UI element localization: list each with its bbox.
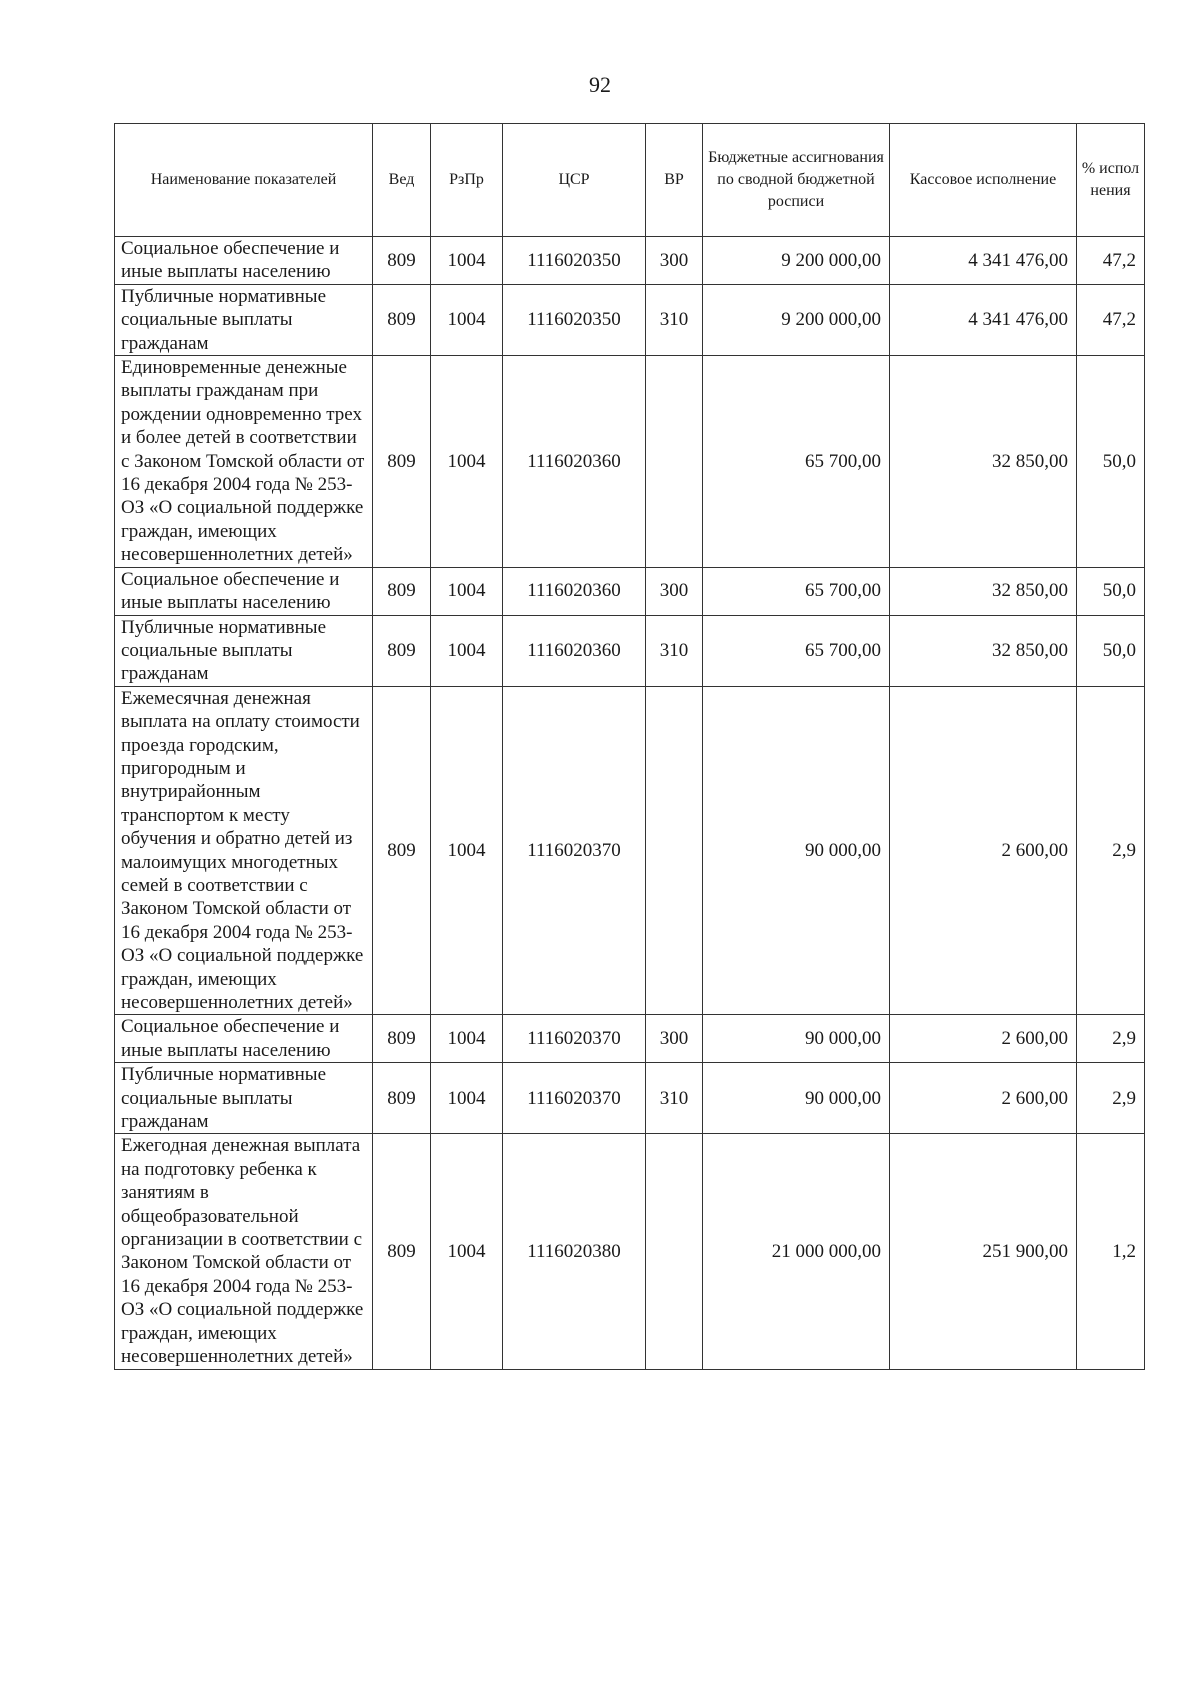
budget-execution-table — [114, 123, 1145, 1370]
row-csr: 1116020350 — [503, 284, 646, 355]
header-execution: Кассовое исполнение — [890, 124, 1077, 237]
table-header-row — [115, 124, 1145, 237]
row-name: Социальное обеспечение и иные выплаты населению — [115, 567, 373, 615]
row-vr: 310 — [646, 284, 703, 355]
row-execution: 2 600,00 — [890, 686, 1077, 1015]
row-ved: 809 — [373, 1015, 431, 1063]
header-vr: ВР — [646, 124, 703, 237]
table-row — [115, 1015, 1145, 1063]
row-csr: 1116020360 — [503, 567, 646, 615]
row-rzpr: 1004 — [431, 356, 503, 568]
row-name: Единовременные денежные выплаты гражданам при рождении одновременно трех и более детей в соответствии с Законом Томской области от 16 декабря 2004 года № 253-ОЗ «О социальной поддержке граждан, имеющих несовершеннолетних детей» — [115, 356, 373, 568]
row-ved: 809 — [373, 1134, 431, 1369]
row-csr: 1116020370 — [503, 1015, 646, 1063]
table-row — [115, 1063, 1145, 1134]
row-rzpr: 1004 — [431, 237, 503, 285]
row-ved: 809 — [373, 686, 431, 1015]
row-percent: 50,0 — [1077, 615, 1145, 686]
row-rzpr: 1004 — [431, 284, 503, 355]
row-csr: 1116020380 — [503, 1134, 646, 1369]
header-csr: ЦСР — [503, 124, 646, 237]
row-name: Ежегодная денежная выплата на подготовку ребенка к занятиям в общеобразовательной организации в соответствии с Законом Томской области от 16 декабря 2004 года № 253-ОЗ «О социальной поддержке граждан, имеющих несовершеннолетних детей» — [115, 1134, 373, 1369]
row-rzpr: 1004 — [431, 1134, 503, 1369]
row-execution: 2 600,00 — [890, 1063, 1077, 1134]
header-ved: Вед — [373, 124, 431, 237]
row-rzpr: 1004 — [431, 1063, 503, 1134]
row-vr: 310 — [646, 1063, 703, 1134]
table-row — [115, 284, 1145, 355]
row-vr — [646, 1134, 703, 1369]
row-vr: 300 — [646, 237, 703, 285]
row-percent: 2,9 — [1077, 1015, 1145, 1063]
row-percent: 50,0 — [1077, 356, 1145, 568]
header-percent: % испол нения — [1077, 124, 1145, 237]
row-execution: 32 850,00 — [890, 615, 1077, 686]
row-csr: 1116020370 — [503, 1063, 646, 1134]
table-row — [115, 1134, 1145, 1369]
row-ved: 809 — [373, 1063, 431, 1134]
table-row — [115, 686, 1145, 1015]
row-vr: 300 — [646, 567, 703, 615]
table-row — [115, 356, 1145, 568]
row-rzpr: 1004 — [431, 686, 503, 1015]
row-name: Социальное обеспечение и иные выплаты населению — [115, 237, 373, 285]
row-execution: 4 341 476,00 — [890, 237, 1077, 285]
row-allocations: 9 200 000,00 — [703, 237, 890, 285]
table-row — [115, 237, 1145, 285]
row-allocations: 90 000,00 — [703, 1063, 890, 1134]
row-ved: 809 — [373, 284, 431, 355]
row-execution: 251 900,00 — [890, 1134, 1077, 1369]
row-rzpr: 1004 — [431, 567, 503, 615]
row-percent: 2,9 — [1077, 1063, 1145, 1134]
row-allocations: 65 700,00 — [703, 567, 890, 615]
header-name: Наименование показателей — [115, 124, 373, 237]
row-execution: 32 850,00 — [890, 567, 1077, 615]
header-allocations: Бюджетные ассигнования по сводной бюджетной росписи — [703, 124, 890, 237]
row-ved: 809 — [373, 567, 431, 615]
row-csr: 1116020370 — [503, 686, 646, 1015]
row-csr: 1116020360 — [503, 615, 646, 686]
row-execution: 32 850,00 — [890, 356, 1077, 568]
row-name: Публичные нормативные социальные выплаты гражданам — [115, 615, 373, 686]
row-name: Публичные нормативные социальные выплаты гражданам — [115, 1063, 373, 1134]
row-vr: 310 — [646, 615, 703, 686]
row-name: Публичные нормативные социальные выплаты гражданам — [115, 284, 373, 355]
header-rzpr: РзПр — [431, 124, 503, 237]
row-execution: 2 600,00 — [890, 1015, 1077, 1063]
row-rzpr: 1004 — [431, 615, 503, 686]
row-csr: 1116020360 — [503, 356, 646, 568]
row-ved: 809 — [373, 356, 431, 568]
table-row — [115, 567, 1145, 615]
table-row — [115, 615, 1145, 686]
row-percent: 47,2 — [1077, 284, 1145, 355]
row-percent: 50,0 — [1077, 567, 1145, 615]
row-allocations: 90 000,00 — [703, 1015, 890, 1063]
row-execution: 4 341 476,00 — [890, 284, 1077, 355]
row-allocations: 9 200 000,00 — [703, 284, 890, 355]
row-csr: 1116020350 — [503, 237, 646, 285]
row-vr: 300 — [646, 1015, 703, 1063]
row-allocations: 65 700,00 — [703, 615, 890, 686]
row-percent: 47,2 — [1077, 237, 1145, 285]
row-vr — [646, 356, 703, 568]
row-percent: 2,9 — [1077, 686, 1145, 1015]
row-vr — [646, 686, 703, 1015]
row-name: Социальное обеспечение и иные выплаты населению — [115, 1015, 373, 1063]
row-ved: 809 — [373, 237, 431, 285]
row-allocations: 90 000,00 — [703, 686, 890, 1015]
row-rzpr: 1004 — [431, 1015, 503, 1063]
row-ved: 809 — [373, 615, 431, 686]
row-name: Ежемесячная денежная выплата на оплату стоимости проезда городским, пригородным и внутрирайонным транспортом к месту обучения и обратно детей из малоимущих многодетных семей в соответствии с Законом Томской области от 16 декабря 2004 года № 253-ОЗ «О социальной поддержке граждан, имеющих несовершеннолетних детей» — [115, 686, 373, 1015]
page-number: 92 — [589, 72, 611, 97]
row-percent: 1,2 — [1077, 1134, 1145, 1369]
row-allocations: 21 000 000,00 — [703, 1134, 890, 1369]
row-allocations: 65 700,00 — [703, 356, 890, 568]
